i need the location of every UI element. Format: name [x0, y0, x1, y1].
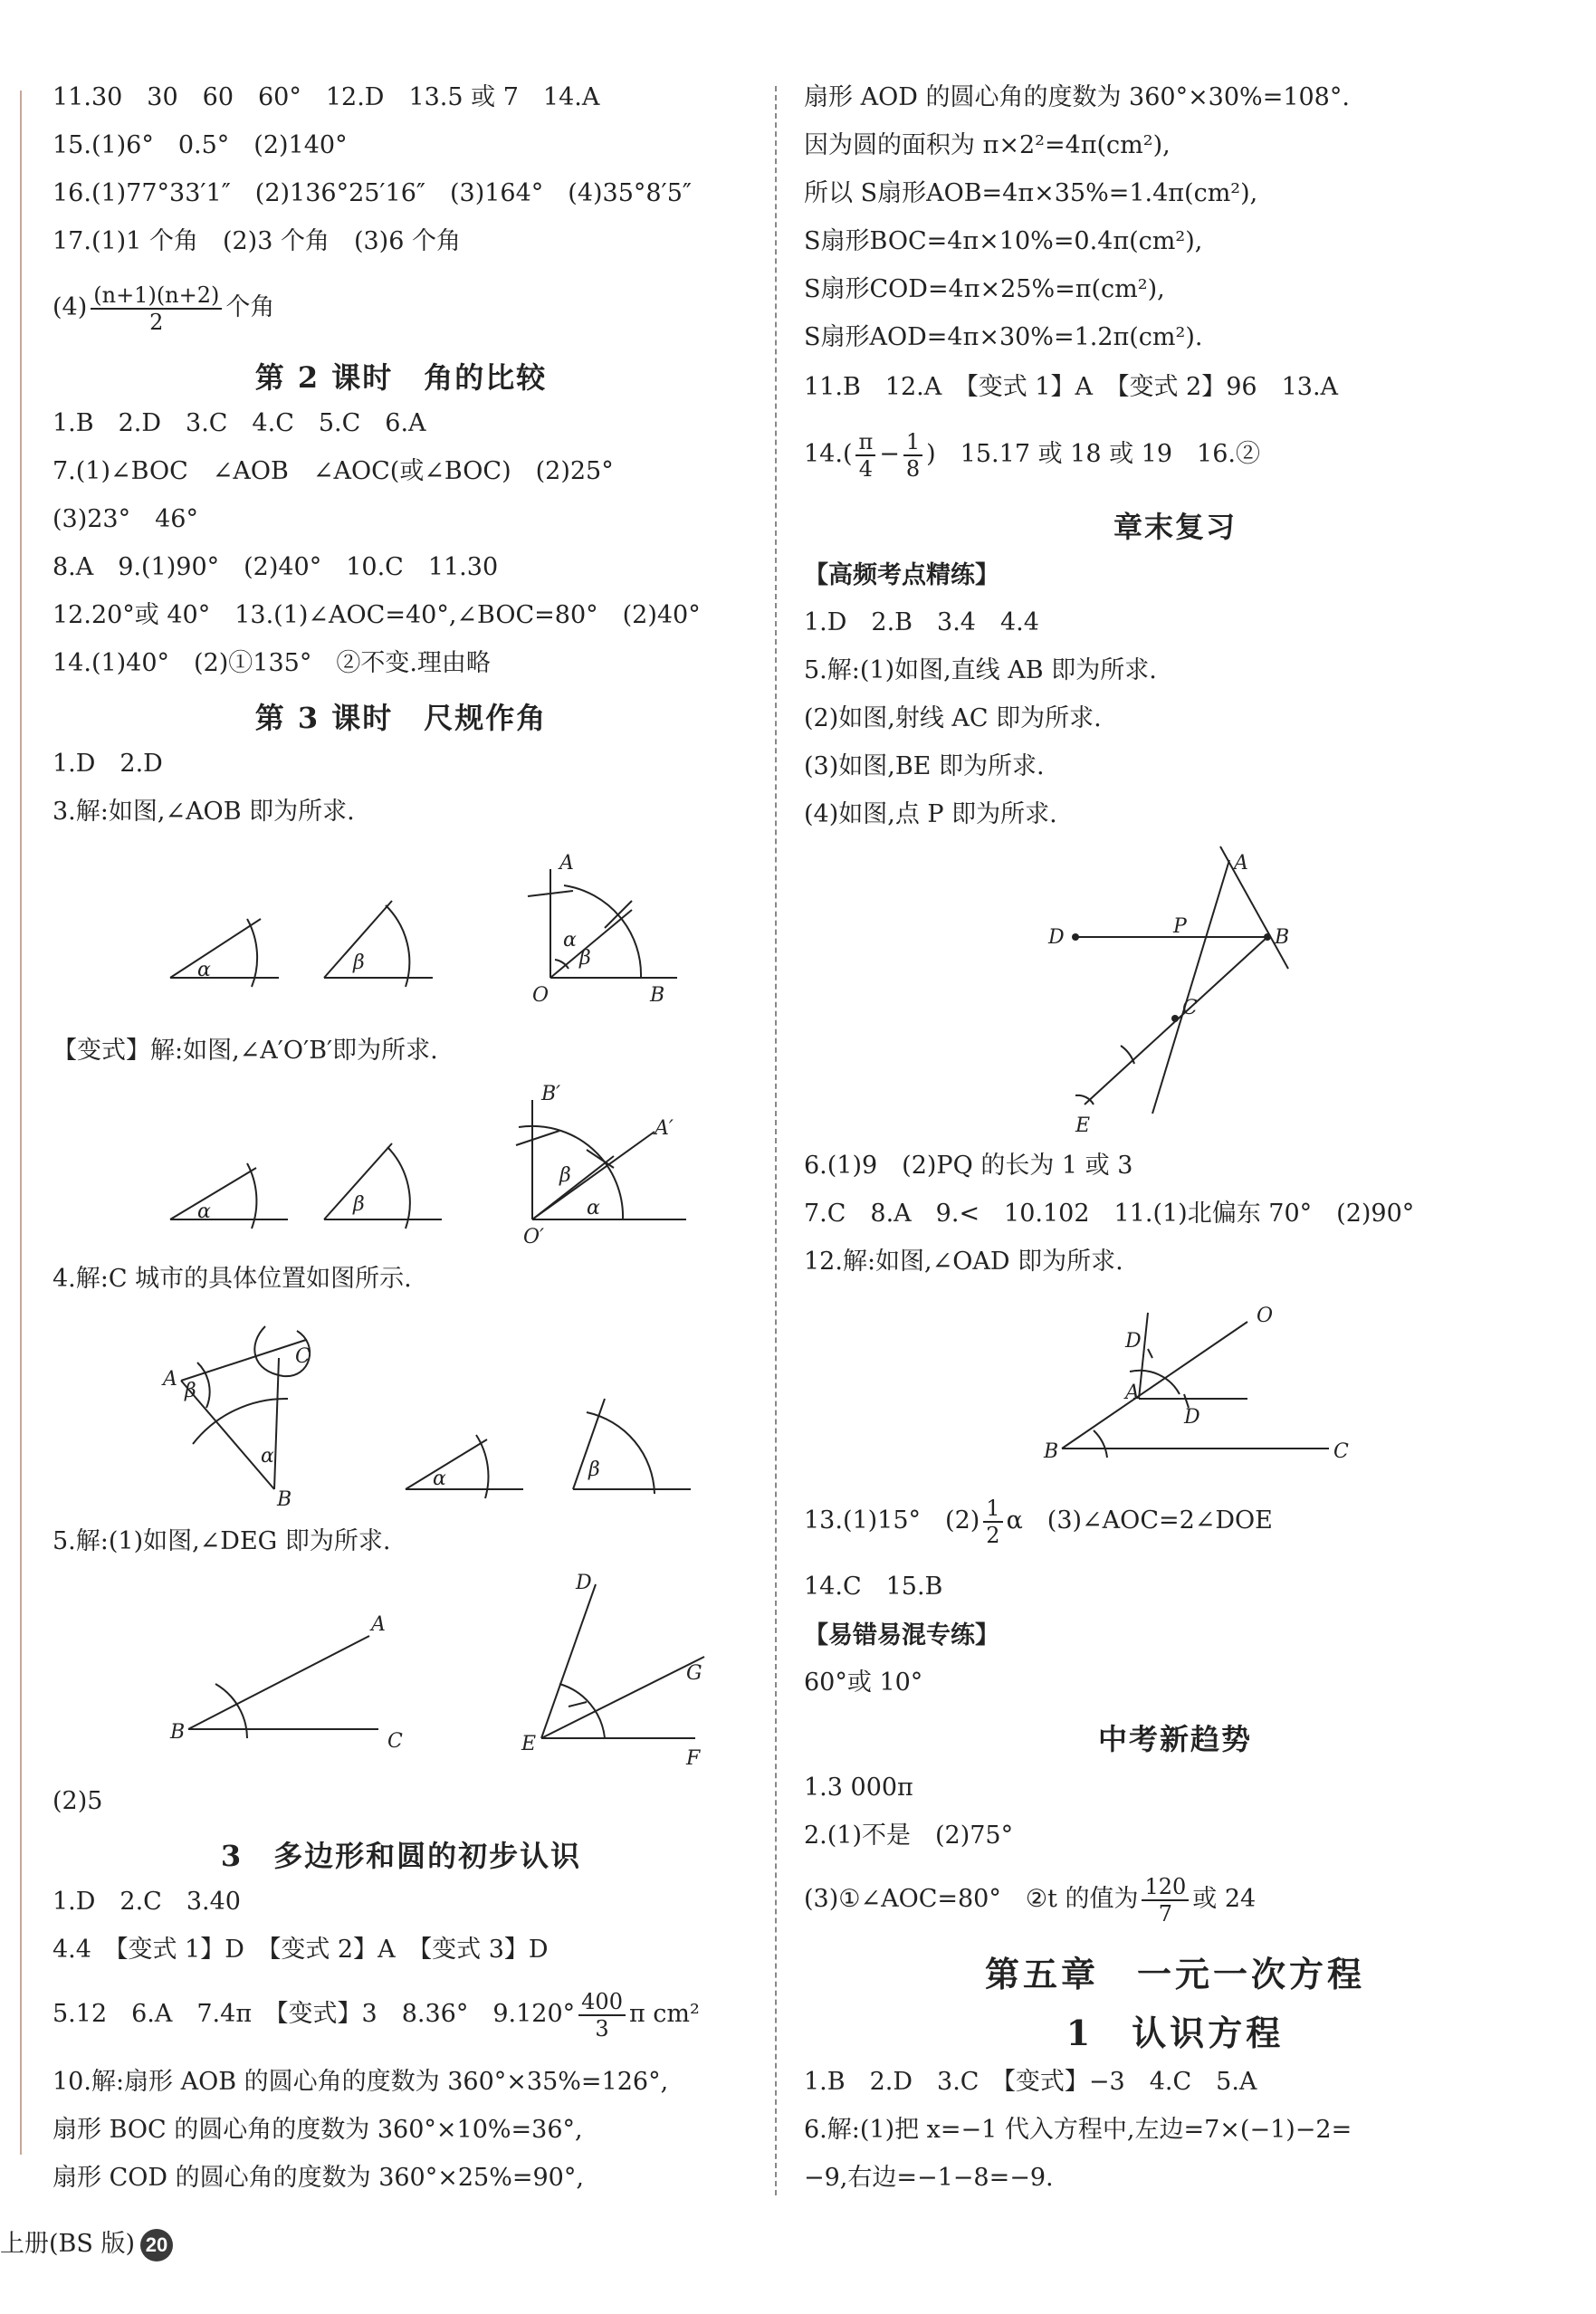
fig-label: D [1184, 1406, 1200, 1429]
fraction-numerator: π [855, 429, 875, 456]
fig-label: B [170, 1721, 186, 1744]
answer-line: 5.解:(1)如图,直线 AB 即为所求. [804, 656, 1157, 684]
answer-line: 7.C 8.A 9.< 10.102 11.(1)北偏东 70° (2)90° [804, 1200, 1415, 1228]
fraction-denominator: 8 [905, 455, 921, 482]
fig-label: α [563, 929, 577, 951]
fraction-denominator: 2 [149, 309, 164, 335]
page-number-badge: 20 [140, 2229, 173, 2261]
fig-label: C [295, 1345, 311, 1368]
fig-arc [1075, 1095, 1094, 1104]
answer-line: 12.20°或 40° 13.(1)∠AOC=40°,∠BOC=80° (2)40° [53, 601, 701, 629]
fig-arc [1094, 1430, 1107, 1458]
answer-line: 11.B 12.A 【变式 1】A 【变式 2】96 13.A [804, 373, 1339, 401]
fig-label: A [1125, 1382, 1140, 1404]
fraction-numerator: (n+1)(n+2) [91, 282, 222, 310]
fig-label: β [353, 951, 365, 974]
answer-line-fraction [804, 418, 1260, 491]
fig-label: C [1182, 997, 1198, 1019]
fig-line [406, 1439, 487, 1489]
answer-line: 【变式】解:如图,∠A′O′B′即为所求. [53, 1037, 438, 1065]
fig-label: B [1044, 1440, 1059, 1463]
fraction [983, 1496, 1002, 1548]
fig-label: O′ [523, 1226, 545, 1248]
answer-line: 1.D 2.B 3.4 4.4 [804, 608, 1039, 636]
fig-point [1072, 933, 1079, 941]
fraction-numerator: 120 [1142, 1874, 1189, 1901]
fig-line [1062, 1322, 1247, 1449]
fig-line [170, 919, 261, 978]
fig-tick [1148, 1349, 1152, 1358]
fig-label: O [532, 984, 550, 1007]
fig-label: B [1275, 926, 1290, 949]
section-heading: 第 3 课时 尺规作角 [254, 701, 548, 735]
fig-arc [387, 1147, 410, 1229]
answer-line: 4.解:C 城市的具体位置如图所示. [53, 1265, 412, 1293]
fig-point [1171, 1015, 1179, 1022]
fig-label: A [163, 1368, 177, 1391]
text: (4) [53, 293, 88, 321]
subsection-tag: 【高频考点精练】 [804, 561, 999, 588]
fraction-denominator: 4 [858, 455, 874, 482]
fig-label: D [576, 1572, 592, 1594]
figure-city-location [161, 1308, 704, 1511]
text: 14.( [804, 440, 853, 468]
fig-label: B′ [541, 1083, 561, 1105]
lesson-heading: 1 认识方程 [1066, 2013, 1285, 2053]
fraction-numerator: 1 [903, 429, 922, 456]
fig-label: A [371, 1613, 386, 1636]
text: 5.12 6.A 7.4π 【变式】3 8.36° 9.120° [53, 2000, 576, 2028]
fig-label: D [1048, 926, 1065, 949]
column-divider [775, 86, 777, 2195]
fig-line [1152, 860, 1229, 1114]
fig-label: C [387, 1730, 403, 1753]
fig-point [1264, 933, 1271, 941]
fig-label: C [1333, 1440, 1349, 1463]
fraction-denominator: 3 [595, 2015, 609, 2041]
answer-line-fraction [804, 1863, 1256, 1936]
fig-label: α [197, 959, 211, 981]
fig-label: O [1257, 1305, 1274, 1327]
answer-line: 60°或 10° [804, 1669, 923, 1697]
answer-line: (2)如图,射线 AC 即为所求. [804, 704, 1102, 732]
fig-label: β [559, 1164, 571, 1187]
answer-line: 11.30 30 60 60° 12.D 13.5 或 7 14.A [53, 83, 600, 111]
answer-line-fraction [53, 272, 274, 344]
fig-label: β [588, 1458, 600, 1481]
answer-line: 4.4 【变式 1】D 【变式 2】A 【变式 3】D [53, 1936, 549, 1964]
text: 13.(1)15° (2) [804, 1506, 980, 1535]
answer-line: 所以 S扇形AOB=4π×35%=1.4π(cm²), [804, 179, 1258, 207]
section-heading: 中考新趋势 [1097, 1722, 1252, 1756]
fig-label: G [686, 1662, 702, 1685]
fraction [1142, 1874, 1189, 1927]
text: (3)①∠AOC=80° ②t 的值为 [804, 1885, 1139, 1913]
text: 个角 [225, 293, 275, 321]
fig-label: E [1075, 1114, 1091, 1137]
section-heading: 章末复习 [1113, 510, 1237, 544]
answer-line: 14.(1)40° (2)①135° ②不变.理由略 [53, 649, 491, 677]
text: α (3)∠AOC=2∠DOE [1006, 1506, 1273, 1535]
fig-label: β [185, 1380, 196, 1402]
section-heading: 第 2 课时 角的比较 [254, 360, 548, 395]
fig-line [274, 1358, 279, 1489]
answer-line: 因为圆的面积为 π×2²=4π(cm²), [804, 131, 1171, 159]
answer-line: (3)23° 46° [53, 505, 198, 533]
fraction [903, 429, 922, 482]
answer-line: 14.C 15.B [804, 1573, 943, 1601]
answer-line: 17.(1)1 个角 (2)3 个角 (3)6 个角 [53, 227, 461, 255]
fig-label: β [353, 1193, 365, 1216]
fig-label: A′ [655, 1117, 674, 1140]
answer-line: S扇形COD=4π×25%=π(cm²), [804, 275, 1165, 303]
figure-angle-deg [161, 1571, 722, 1770]
fig-arc [587, 1412, 655, 1494]
fig-label: A [559, 852, 574, 875]
answer-line: 16.(1)77°33′1″ (2)136°25′16″ (3)164° (4)35°8′5″ [53, 179, 692, 207]
fig-label: α [261, 1445, 274, 1468]
fraction [855, 429, 875, 482]
answer-line: S扇形BOC=4π×10%=0.4π(cm²), [804, 227, 1203, 255]
text: ) 15.17 或 18 或 19 16.② [926, 440, 1260, 468]
answer-line: (2)5 [53, 1787, 103, 1815]
fig-label: E [521, 1733, 537, 1755]
page-footer [0, 2223, 173, 2261]
answer-line: 5.解:(1)如图,∠DEG 即为所求. [53, 1527, 391, 1555]
fig-line [532, 1156, 614, 1219]
answer-line: 7.(1)∠BOC ∠AOB ∠AOC(或∠BOC) (2)25° [53, 457, 614, 485]
answer-line: 1.D 2.D [53, 750, 163, 778]
answer-line: (4)如图,点 P 即为所求. [804, 800, 1057, 828]
fig-label: β [579, 947, 591, 970]
figure-angle-oad [1039, 1295, 1456, 1476]
answer-line: 1.D 2.C 3.40 [53, 1888, 241, 1916]
fraction-numerator: 400 [578, 1989, 626, 2016]
fraction-numerator: 1 [983, 1496, 1002, 1523]
subsection-tag: 【易错易混专练】 [804, 1621, 999, 1649]
answer-line: 1.B 2.D 3.C 4.C 5.C 6.A [53, 409, 426, 437]
chapter-heading: 第五章 一元一次方程 [984, 1954, 1365, 1994]
answer-line: 扇形 COD 的圆心角的度数为 360°×25%=90°, [53, 2164, 584, 2192]
answer-line: 10.解:扇形 AOB 的圆心角的度数为 360°×35%=126°, [53, 2068, 669, 2096]
answer-line: 2.(1)不是 (2)75° [804, 1822, 1014, 1850]
fig-line [1139, 1313, 1148, 1399]
fig-label: α [197, 1200, 211, 1223]
section-heading: 3 多边形和圆的初步认识 [220, 1839, 582, 1873]
fig-label: F [686, 1747, 701, 1770]
figure-lines-abce [1048, 842, 1456, 1141]
fig-line [181, 1340, 306, 1381]
answer-line: 1.3 000π [804, 1774, 913, 1802]
answer-line: 扇形 AOD 的圆心角的度数为 360°×30%=108°. [804, 83, 1350, 111]
fig-label: P [1173, 915, 1187, 938]
answer-line: 6.解:(1)把 x=−1 代入方程中,左边=7×(−1)−2= [804, 2116, 1352, 2144]
fig-arc [247, 919, 257, 987]
answer-line: 15.(1)6° 0.5° (2)140° [53, 131, 348, 159]
fig-label: B [277, 1488, 292, 1511]
fig-arc [386, 905, 409, 987]
fig-line [1220, 846, 1288, 969]
answer-line: 扇形 BOC 的圆心角的度数为 360°×10%=36°, [53, 2116, 583, 2144]
fraction-denominator: 2 [986, 1522, 1000, 1548]
answer-line: 1.B 2.D 3.C 【变式】−3 4.C 5.A [804, 2068, 1257, 2096]
footer-text: 上册(BS 版) [0, 2230, 135, 2258]
fig-tick [569, 1702, 587, 1707]
answer-line: S扇形AOD=4π×30%=1.2π(cm²). [804, 323, 1203, 351]
answer-line: 8.A 9.(1)90° (2)40° 10.C 11.30 [53, 553, 499, 581]
fig-label: A [1234, 852, 1248, 875]
fig-tick [516, 1131, 559, 1145]
text: 或 24 [1192, 1885, 1257, 1913]
text: − [879, 440, 900, 468]
answer-line: 3.解:如图,∠AOB 即为所求. [53, 798, 355, 826]
answer-line: 12.解:如图,∠OAD 即为所求. [804, 1248, 1123, 1276]
figure-construct-angle-aob [161, 842, 704, 1005]
fig-label: B [650, 984, 665, 1007]
fig-arc [559, 1684, 605, 1738]
fig-label: α [587, 1197, 600, 1219]
answer-line-fraction [53, 1978, 700, 2051]
answer-line: −9,右边=−1−8=−9. [804, 2164, 1054, 2192]
answer-line: 6.(1)9 (2)PQ 的长为 1 或 3 [804, 1152, 1133, 1180]
answer-line: (3)如图,BE 即为所求. [804, 752, 1045, 780]
fig-label: D [1125, 1330, 1142, 1353]
fraction [578, 1989, 626, 2041]
fig-line [188, 1636, 369, 1729]
figure-variant-angle [161, 1082, 704, 1248]
fig-line [170, 1168, 256, 1219]
fraction-denominator: 7 [1158, 1900, 1173, 1927]
page-left-edge [20, 91, 22, 2155]
text: π cm² [628, 2000, 700, 2028]
fig-label: α [433, 1468, 446, 1490]
fraction [91, 282, 222, 335]
answer-line-fraction [804, 1485, 1273, 1557]
